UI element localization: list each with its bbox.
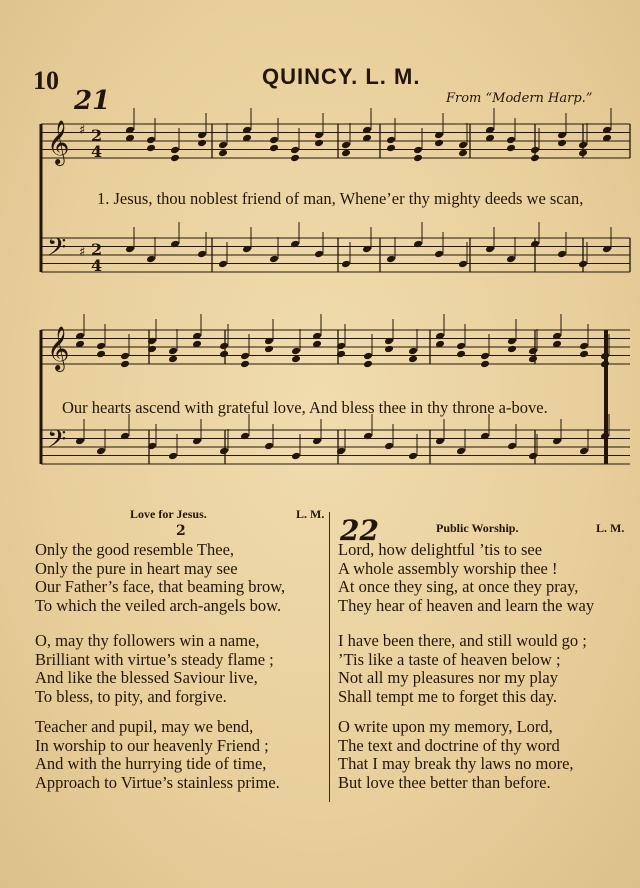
left-stanza-2	[35, 632, 274, 706]
tune-title: QUINCY. L. M.	[262, 64, 421, 89]
note-head	[386, 136, 396, 145]
verse-line: Our Father’s face, that beaming brow,	[35, 577, 286, 596]
verse-line: In worship to our heavenly Friend ;	[35, 735, 269, 755]
note-head	[264, 442, 274, 451]
note-head	[506, 136, 516, 145]
note-head	[434, 250, 444, 259]
verse-line: A whole assembly worship thee !	[338, 558, 558, 578]
note-head	[120, 352, 130, 361]
verse-line: Lord, how delightful ’tis to see	[338, 540, 543, 559]
note-head	[413, 154, 423, 163]
lyric-line-2: Our hearts ascend with grateful love, And bless thee in thy throne a-bove.	[62, 398, 548, 417]
note-head	[363, 360, 373, 369]
verse-line: O write upon my memory, Lord,	[338, 717, 553, 736]
page-number: 10	[33, 66, 59, 95]
time-signature: 2	[91, 126, 103, 145]
note-head	[218, 141, 228, 150]
note-head	[197, 250, 207, 259]
note-head	[456, 350, 466, 359]
note-head	[168, 452, 178, 461]
tune-source: From “Modern Harp.”	[446, 91, 593, 106]
note-head	[528, 452, 538, 461]
right-hymn-number: 22	[340, 514, 379, 547]
note-head	[456, 447, 466, 456]
note-head	[530, 154, 540, 163]
left-stanza-3	[35, 718, 280, 792]
note-head	[269, 144, 279, 153]
verse-line: Brilliant with virtue’s steady flame ;	[35, 649, 274, 669]
note-head	[507, 345, 517, 354]
sharp-sign: ♯	[79, 123, 86, 138]
note-head	[170, 146, 180, 155]
note-head	[269, 136, 279, 145]
verse-line: Approach to Virtue’s stainless prime.	[35, 772, 280, 792]
note-head	[96, 350, 106, 359]
note-head	[579, 447, 589, 456]
verse-line: Not all my pleasures nor my play	[338, 668, 558, 687]
sharp-sign: ♯	[79, 245, 86, 260]
note-head	[218, 149, 228, 158]
note-head	[458, 141, 468, 150]
note-head	[146, 144, 156, 153]
note-head	[96, 342, 106, 351]
note-head	[579, 342, 589, 351]
note-head	[290, 146, 300, 155]
right-stanza-3	[338, 718, 574, 792]
note-head	[578, 260, 588, 269]
verse-line: I have been there, and still would go ;	[338, 631, 587, 650]
note-head	[341, 149, 351, 158]
verse-line: But love thee better than before.	[338, 772, 551, 792]
right-hymn-meter: L. M.	[596, 521, 625, 535]
verse-line: Only the pure in heart may see	[35, 558, 238, 578]
note-head	[314, 250, 324, 259]
time-signature: 4	[91, 256, 103, 275]
verse-line: ’Tis like a taste of heaven below ;	[338, 649, 561, 669]
note-head	[363, 352, 373, 361]
note-head	[458, 260, 468, 269]
final-bar	[604, 330, 608, 464]
note-head	[408, 355, 418, 364]
verse-line: They hear of heaven and learn the way	[338, 595, 595, 615]
left-hymn-title: Love for Jesus.	[130, 507, 207, 521]
note-head	[218, 260, 228, 269]
note-head	[458, 149, 468, 158]
verse-line: Only the good resemble Thee,	[35, 540, 235, 559]
verse-line: Shall tempt me to forget this day.	[338, 686, 558, 706]
column-divider	[329, 512, 330, 802]
note-head	[291, 452, 301, 461]
verse-line: That I may break thy laws no more,	[338, 754, 574, 773]
note-head	[578, 149, 588, 158]
note-head	[456, 342, 466, 351]
note-head	[528, 347, 538, 356]
note-head	[170, 154, 180, 163]
note-head	[291, 347, 301, 356]
note-head	[480, 352, 490, 361]
left-verse-number: 2	[176, 523, 186, 539]
note-head	[408, 452, 418, 461]
verse-line: And with the hurrying tide of time,	[35, 754, 267, 773]
right-hymn-title: Public Worship.	[436, 521, 519, 535]
note-head	[264, 345, 274, 354]
note-head	[386, 255, 396, 264]
left-hymn-meter: L. M.	[296, 507, 325, 521]
note-head	[120, 360, 130, 369]
verse-line: And like the blessed Saviour live,	[35, 668, 258, 687]
note-head	[579, 350, 589, 359]
note-head	[341, 260, 351, 269]
treble-clef: 𝄞	[47, 120, 70, 164]
note-head	[168, 347, 178, 356]
verse-line: At once they sing, at once they pray,	[338, 577, 579, 596]
note-head	[168, 355, 178, 364]
note-head	[314, 139, 324, 148]
note-head	[384, 442, 394, 451]
right-stanza-1	[338, 541, 594, 615]
note-head	[146, 255, 156, 264]
note-head	[240, 352, 250, 361]
verse-line: Teacher and pupil, may we bend,	[35, 717, 254, 736]
note-head	[386, 144, 396, 153]
note-head	[219, 342, 229, 351]
note-head	[291, 355, 301, 364]
note-head	[434, 139, 444, 148]
note-head	[507, 442, 517, 451]
note-head	[290, 154, 300, 163]
hymn-number: 21	[74, 86, 111, 116]
note-head	[413, 146, 423, 155]
bass-clef: 𝄢	[47, 425, 67, 460]
note-head	[146, 136, 156, 145]
note-head	[528, 355, 538, 364]
note-head	[557, 250, 567, 259]
lyric-line-1: 1. Jesus, thou noblest friend of man, Whene’er thy mighty deeds we scan,	[97, 189, 584, 208]
note-head	[480, 360, 490, 369]
note-head	[408, 347, 418, 356]
verse-line: To bless, to pity, and forgive.	[35, 686, 227, 706]
bass-clef: 𝄢	[47, 233, 67, 268]
verse-line: The text and doctrine of thy word	[338, 735, 560, 755]
verse-line: O, may thy followers win a name,	[35, 631, 260, 650]
note-head	[269, 255, 279, 264]
note-head	[557, 139, 567, 148]
note-head	[530, 146, 540, 155]
treble-clef: 𝄞	[47, 326, 70, 370]
note-head	[240, 360, 250, 369]
note-head	[384, 345, 394, 354]
note-head	[96, 447, 106, 456]
verse-line: To which the veiled arch-angels bow.	[35, 595, 282, 615]
note-head	[219, 350, 229, 359]
note-head	[506, 144, 516, 153]
time-signature: 2	[91, 240, 103, 259]
note-head	[197, 139, 207, 148]
note-head	[578, 141, 588, 150]
time-signature: 4	[91, 142, 103, 161]
left-stanza-1	[35, 541, 285, 615]
right-stanza-2	[338, 632, 587, 706]
note-head	[341, 141, 351, 150]
note-head	[219, 447, 229, 456]
note-head	[506, 255, 516, 264]
